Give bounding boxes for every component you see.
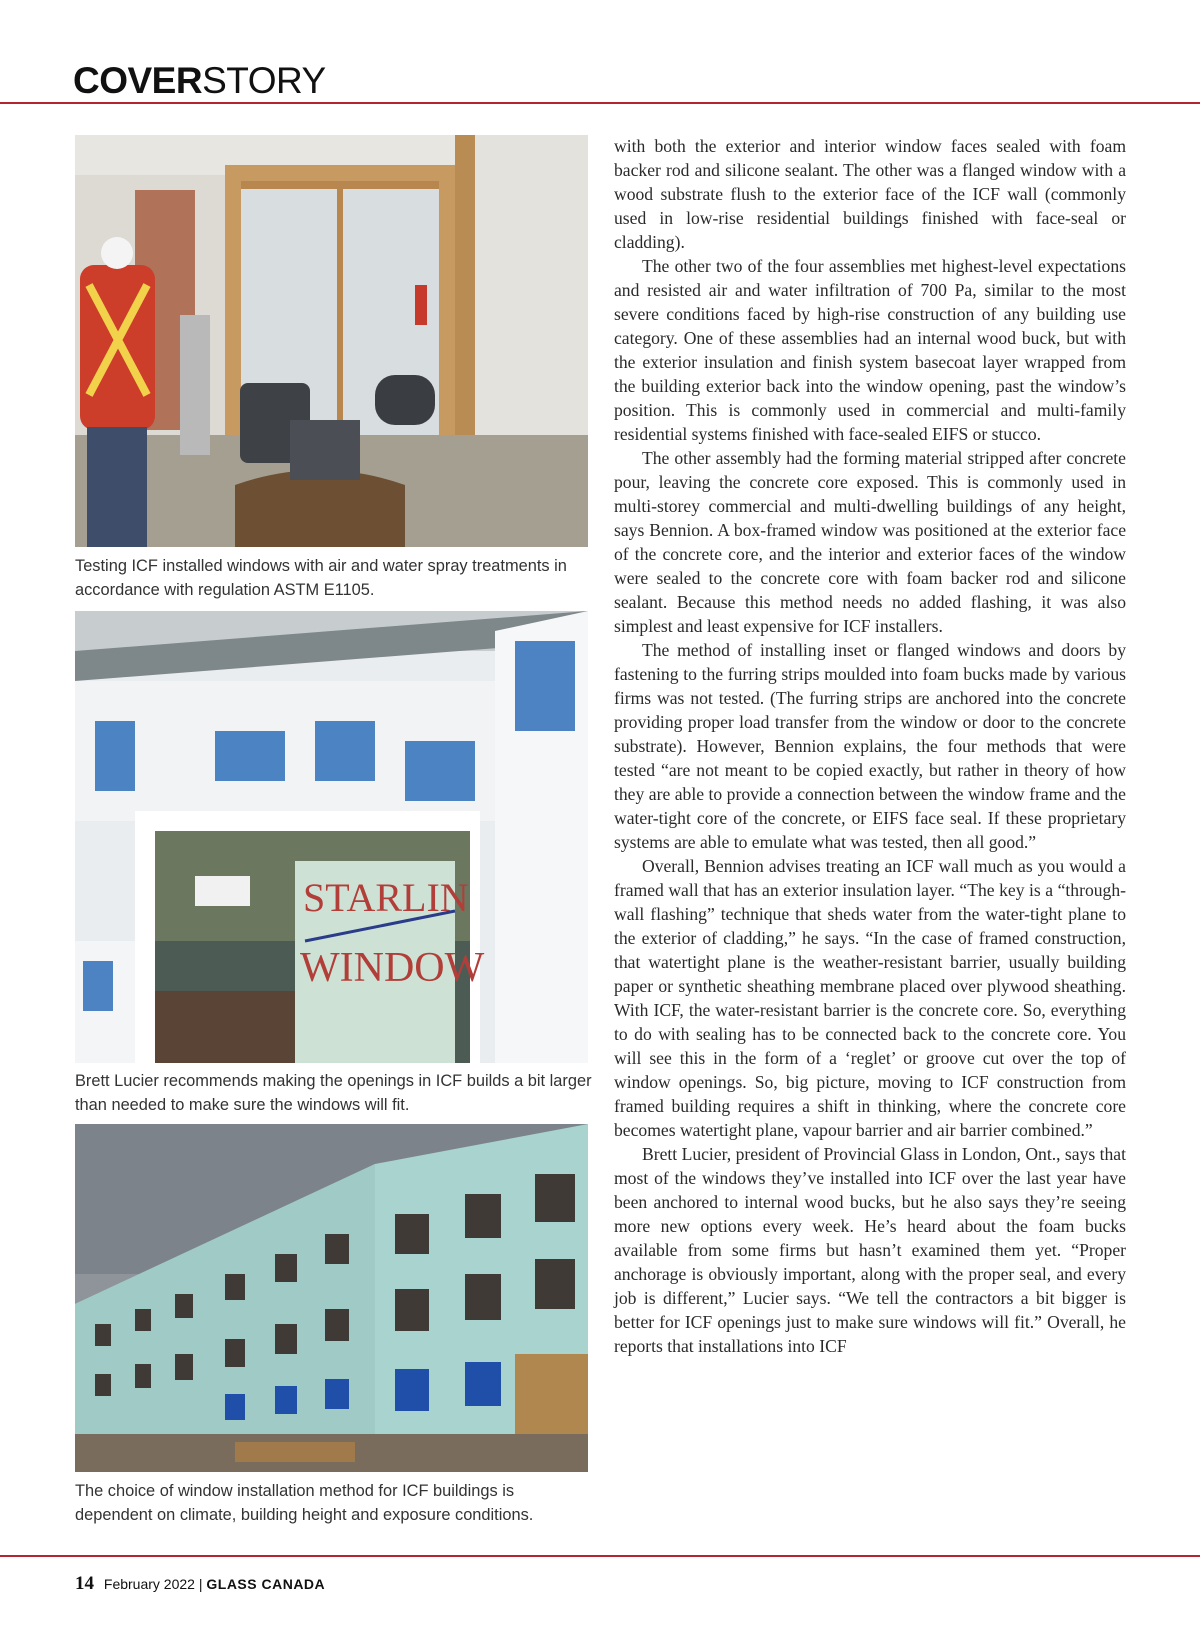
footer-rule (0, 1555, 1200, 1557)
photo-window-opening-image (75, 611, 588, 1063)
section-header-light: STORY (202, 60, 326, 101)
photo-window-opening (75, 611, 588, 1063)
magazine-name: GLASS CANADA (206, 1576, 326, 1592)
photo-window-testing (75, 135, 588, 547)
section-header-bold: COVER (73, 60, 203, 101)
article-paragraph: with both the exterior and interior window faces sealed with foam backer rod and silicone sealant. The other was a flanged window with a wood substrate flush to the exterior face of the ICF wall (commonly used in low-rise residential buildings finished with face-seal or cladding). (614, 136, 1126, 252)
article-paragraph: Overall, Bennion advises treating an ICF wall much as you would a framed wall that has an exterior insulation layer. “The key is a “through-wall flashing” technique that sheds water from the water-tight plane to the exterior of cladding,” he says. “In the case of framed construction, that watertight plane is the weather-resistant barrier, usually building paper or synthetic sheathing membrane placed over plywood sheathing. With ICF, the water-resistant barrier is the concrete core. So, everything to do with sealing has to be connected back to the concrete core. You will see this in the form of a ‘reglet’ or groove cut over the top of window openings. So, big picture, moving to ICF construction from framed building requires a shift in thinking, where the concrete core becomes watertight plane, vapour barrier and air barrier combined.” (614, 856, 1126, 1140)
header-rule (0, 102, 1200, 104)
photo-caption-2: Brett Lucier recommends making the openings in ICF builds a bit larger than needed to make sure the windows will fit. (75, 1072, 592, 1114)
photo-icf-building-image (75, 1124, 588, 1472)
page-number: 14 (75, 1573, 94, 1594)
sign-text-starlin: STARLIN (303, 875, 469, 920)
photo-caption-1: Testing ICF installed windows with air and water spray treatments in accordance with regulation ASTM E1105. (75, 557, 567, 599)
section-header (73, 62, 326, 99)
photo-caption-3: The choice of window installation method for ICF buildings is dependent on climate, building height and exposure conditions. (75, 1482, 534, 1524)
sign-text-window: WINDOW (300, 945, 485, 991)
photo-icf-building (75, 1124, 588, 1472)
article-paragraph: The other two of the four assemblies met highest-level expectations and resisted air and water infiltration of 700 Pa, similar to the most severe conditions faced by high-rise construction of any building use category. One of these assemblies had an internal wood buck, but with the exterior insulation and finish system basecoat layer wrapped from the building exterior back into the window opening, past the window’s position. This is commonly used in commercial and multi-family residential systems finished with face-sealed EIFS or stucco. (614, 256, 1126, 444)
issue-date: February 2022 (103, 1576, 195, 1592)
article-body (614, 134, 1126, 1358)
article-paragraph: The other assembly had the forming material stripped after concrete pour, leaving the concrete core exposed. This is commonly used in multi-storey commercial and multi-dwelling buildings of any height, says Bennion. A box-framed window was positioned at the exterior face of the concrete core, and the interior and exterior faces of the window were sealed to the concrete core with foam backer rod and silicone sealant. Because this method needs no added flashing, it was also simplest and least expensive for ICF installers. (614, 448, 1126, 636)
footer-separator: | (198, 1576, 203, 1592)
photo-window-testing-image (75, 135, 588, 547)
article-paragraph: Brett Lucier, president of Provincial Glass in London, Ont., says that most of the windows they’ve installed into ICF over the last year have been anchored to internal wood bucks, but he also says they’re seeing more new options every week. He’s heard about the foam bucks available from some firms but hasn’t examined them yet. “Proper anchorage is obviously important, along with the proper seal, and every job is different,” Lucier says. “We tell the contractors a bit bigger is better for ICF openings just to make sure windows will fit.” Overall, he reports that installations into ICF (614, 1144, 1127, 1356)
page-footer (75, 1573, 325, 1595)
article-paragraph: The method of installing inset or flanged windows and doors by fastening to the furring strips moulded into foam bucks made by various firms was not tested. (The furring strips are anchored into the concrete providing proper load transfer from the window or door to the concrete substrate). However, Bennion explains, the four methods that were tested “are not meant to be copied exactly, but rather in theory of how they are able to provide a connection between the window frame and the water-tight core of the concrete, or EIFS face seal. If these proprietary systems are able to emulate what was tested, then all good.” (614, 640, 1126, 852)
